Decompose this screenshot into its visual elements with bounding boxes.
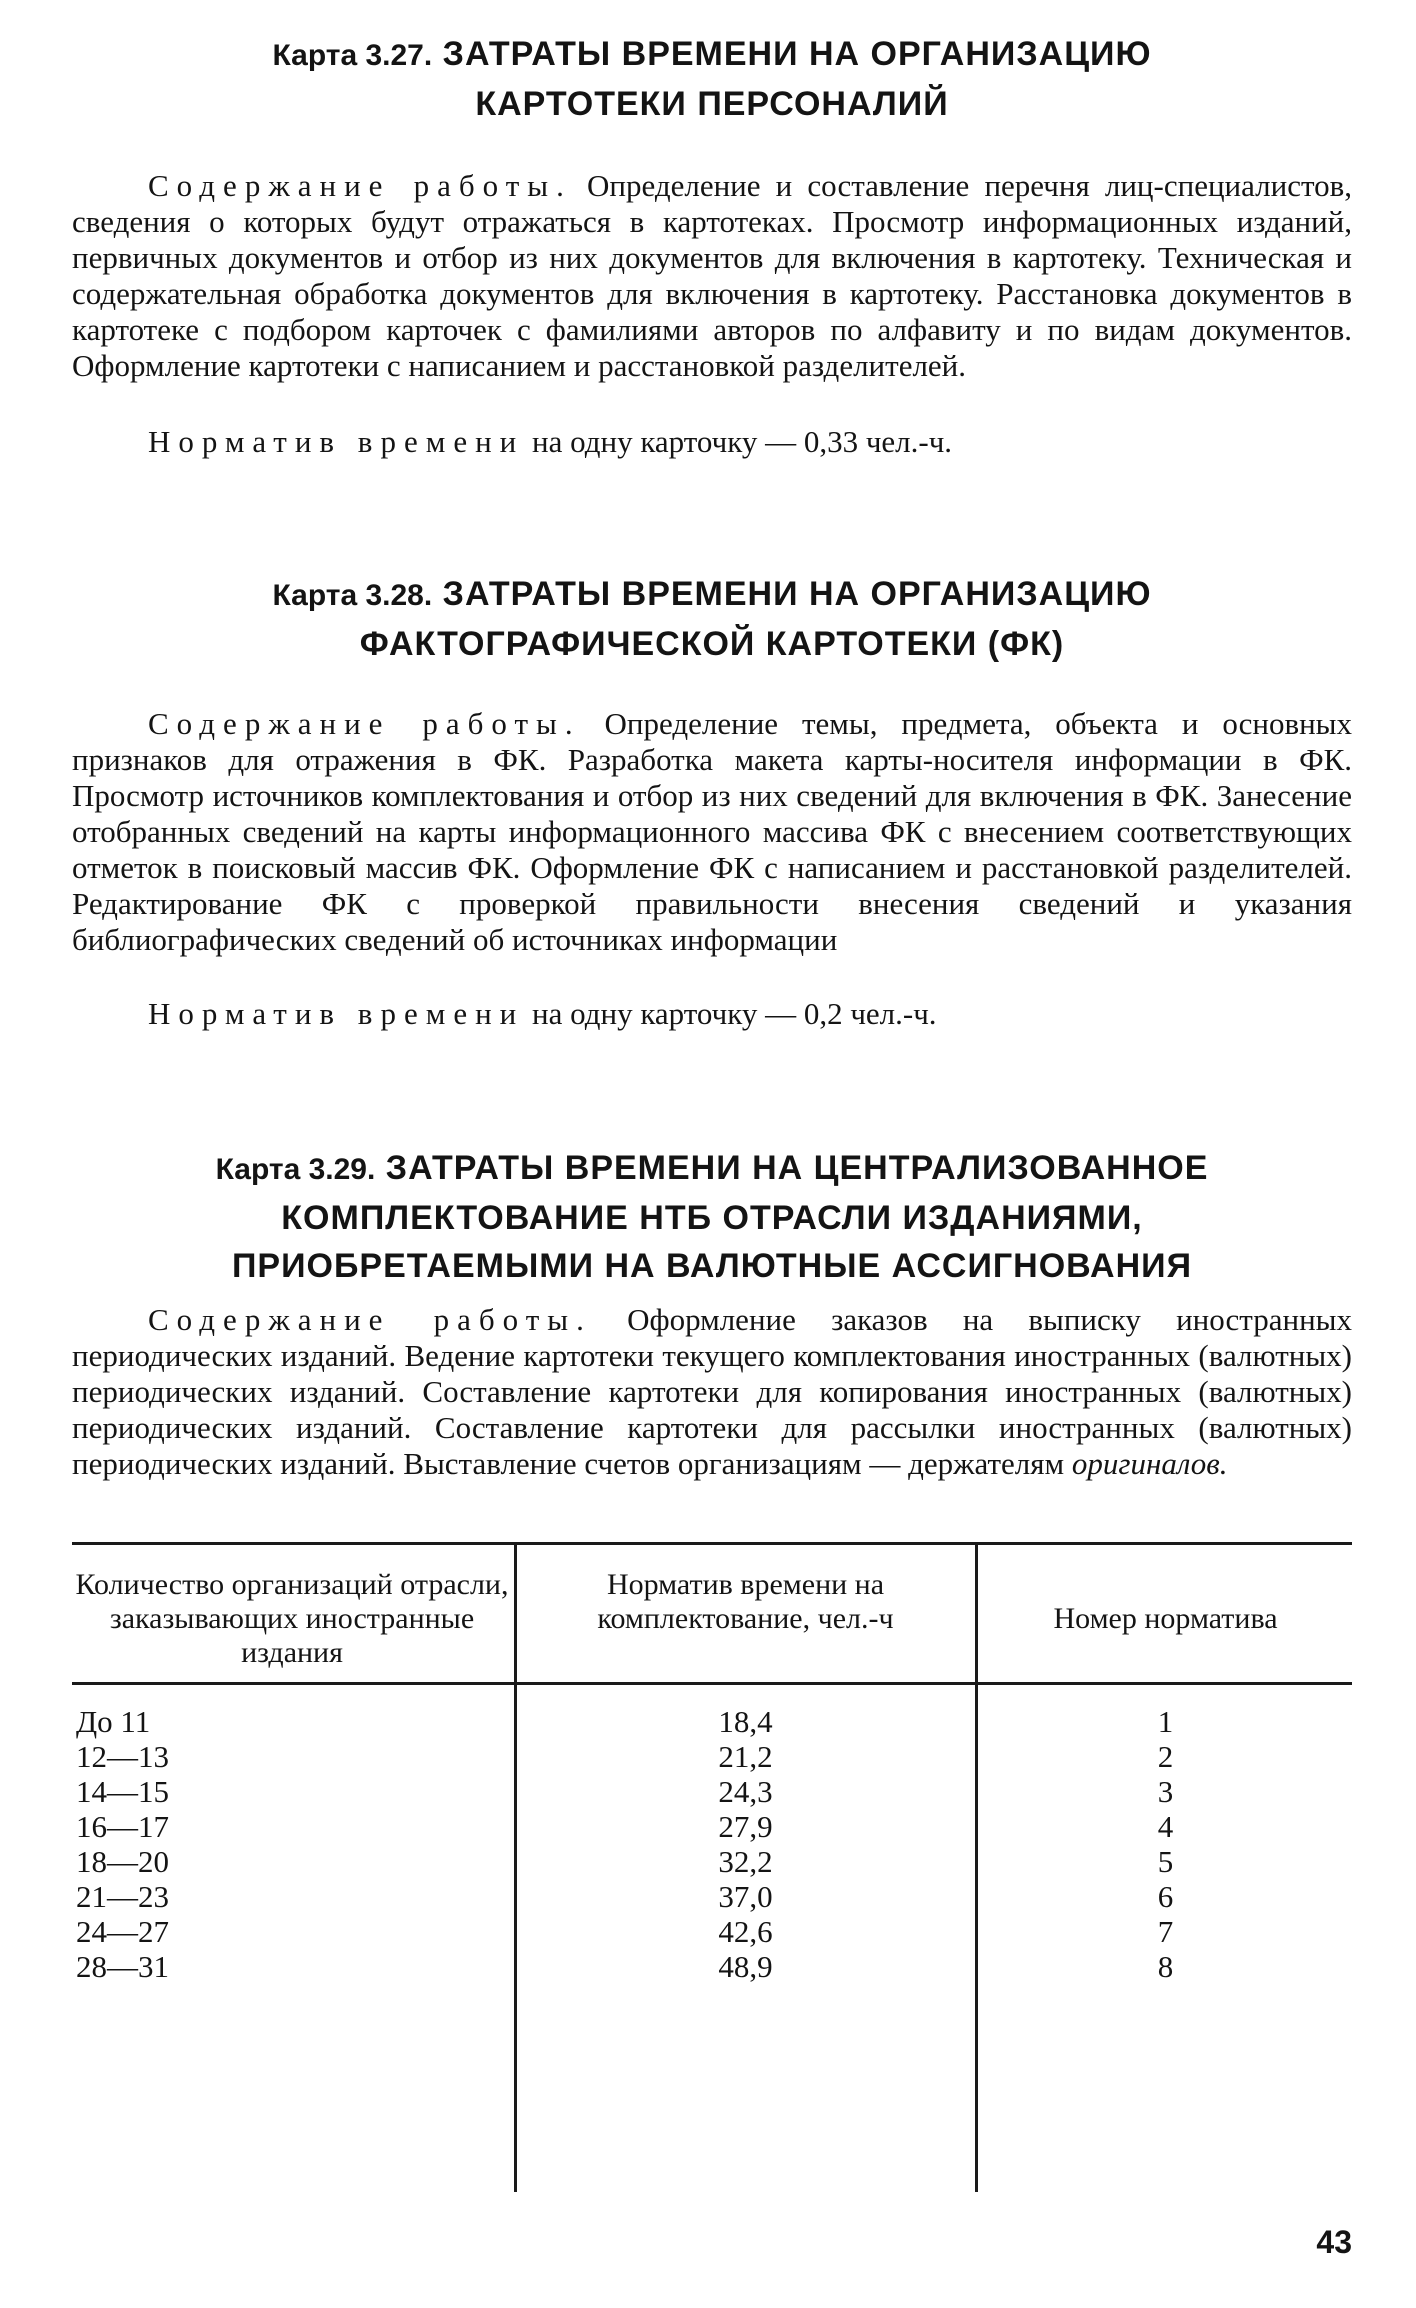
table-header-organizations: Количество организаций отрасли, заказывающих иностранные издания xyxy=(75,1568,509,1669)
card-number: Карта 3.27. xyxy=(272,39,433,72)
table-row xyxy=(72,1844,1352,1879)
cell-norm-number: 5 xyxy=(1157,1844,1174,1879)
cell-time-norm: 37,0 xyxy=(718,1879,773,1914)
card-3-29 xyxy=(72,1144,1352,2192)
cell-organizations: 24—27 xyxy=(76,1914,169,1949)
cell-organizations: 21—23 xyxy=(76,1879,169,1914)
card-title-line-2: КОМПЛЕКТОВАНИЕ НТБ ОТРАСЛИ ИЗДАНИЯМИ, xyxy=(281,1199,1143,1237)
cell-organizations: До 11 xyxy=(76,1704,151,1739)
content-text: Определение темы, предмета, объекта и основных признаков для отражения в ФК. Разработка макета карты-носителя информации в ФК. Просмотр источников комплектования и отбор из них сведений для включения в ФК. Занесение отобранных сведений на карты информационного массива ФК с внесением соответствующих отметок в поисковый массив ФК. Оформление ФК с написанием и расстановкой разделителей. Редактирование ФК с проверкой правильности внесения сведений и указания библиографических сведений об источниках информации xyxy=(72,706,1353,957)
card-title-line-1: ЗАТРАТЫ ВРЕМЕНИ НА ОРГАНИЗАЦИЮ xyxy=(442,575,1152,613)
content-text: Определение и составление перечня лиц-специалистов, сведения о которых будут отражаться в картотеках. Просмотр информационных изданий, первичных документов и отбор из них документов для включения в картотеку. Техническая и содержательная обработка документов для включения в картотеку. Расстановка документов в картотеке с подбором карточек с фамилиями авторов по алфавиту и по видам документов. Оформление картотеки с написанием и расстановкой разделителей. xyxy=(72,168,1353,383)
table-top-rule xyxy=(72,1542,1352,1545)
card-title xyxy=(72,1144,1352,1290)
cell-norm-number: 4 xyxy=(1157,1809,1174,1844)
card-title-line-1: ЗАТРАТЫ ВРЕМЕНИ НА ЦЕНТРАЛИЗОВАННОЕ xyxy=(385,1149,1209,1187)
card-title-line-2: КАРТОТЕКИ ПЕРСОНАЛИЙ xyxy=(475,85,949,123)
norm-label: Норматив времени xyxy=(148,424,525,459)
norm-value: на одну карточку — 0,33 чел.-ч. xyxy=(532,424,953,459)
content-paragraph xyxy=(72,706,1352,958)
card-number: Карта 3.28. xyxy=(272,579,433,612)
cell-time-norm: 32,2 xyxy=(718,1844,773,1879)
document-page xyxy=(72,30,1352,2192)
content-text: Оформление заказов на выписку иностранных периодических изданий. Ведение картотеки текущего комплектования иностранных (валютных) периодических изданий. Составление картотеки для копирования иностранных (валютных) периодических изданий. Составление картотеки для рассылки иностранных (валютных) периодических изданий. Выставление счетов организациям — держателям xyxy=(72,1302,1353,1481)
norm-line xyxy=(72,424,1352,460)
cell-organizations: 14—15 xyxy=(76,1774,169,1809)
table-row xyxy=(72,1704,1352,1739)
cell-organizations: 12—13 xyxy=(76,1739,169,1774)
cell-norm-number: 2 xyxy=(1157,1739,1174,1774)
norm-line xyxy=(72,996,1352,1032)
card-number: Карта 3.29. xyxy=(215,1153,376,1186)
card-3-27 xyxy=(72,30,1352,460)
card-title-line-1: ЗАТРАТЫ ВРЕМЕНИ НА ОРГАНИЗАЦИЮ xyxy=(442,35,1152,73)
card-title-line-2: ФАКТОГРАФИЧЕСКОЙ КАРТОТЕКИ (ФК) xyxy=(359,625,1065,663)
cell-organizations: 16—17 xyxy=(76,1809,169,1844)
cell-time-norm: 42,6 xyxy=(718,1914,773,1949)
page-number: 43 xyxy=(1316,2224,1352,2260)
cell-norm-number: 3 xyxy=(1157,1774,1174,1809)
content-paragraph xyxy=(72,168,1352,384)
card-title xyxy=(72,30,1352,128)
cell-time-norm: 27,9 xyxy=(718,1809,773,1844)
cell-time-norm: 18,4 xyxy=(718,1704,773,1739)
cell-organizations: 28—31 xyxy=(76,1949,169,1984)
table-row xyxy=(72,1739,1352,1774)
cell-norm-number: 7 xyxy=(1157,1914,1174,1949)
norm-table xyxy=(72,1542,1352,2192)
table-row xyxy=(72,1949,1352,1984)
table-header-rule xyxy=(72,1682,1352,1685)
table-row xyxy=(72,1774,1352,1809)
cell-organizations: 18—20 xyxy=(76,1844,169,1879)
card-title-line-3: ПРИОБРЕТАЕМЫМИ НА ВАЛЮТНЫЕ АССИГНОВАНИЯ xyxy=(231,1247,1193,1285)
table-header-norm-number: Номер норматива xyxy=(1053,1602,1278,1635)
cell-time-norm: 24,3 xyxy=(718,1774,773,1809)
content-label: Содержание работы. xyxy=(148,706,581,741)
table-header-time-norm: Норматив времени на комплектование, чел.-ч xyxy=(597,1568,894,1635)
cell-norm-number: 1 xyxy=(1157,1704,1174,1739)
cell-time-norm: 48,9 xyxy=(718,1949,773,1984)
content-paragraph xyxy=(72,1302,1352,1482)
card-3-28 xyxy=(72,570,1352,1032)
table-body xyxy=(72,1704,1352,1984)
cell-norm-number: 6 xyxy=(1157,1879,1174,1914)
table-row xyxy=(72,1809,1352,1844)
cell-norm-number: 8 xyxy=(1157,1949,1174,1984)
content-label: Содержание работы. xyxy=(148,1302,592,1337)
cell-time-norm: 21,2 xyxy=(718,1739,773,1774)
norm-value: на одну карточку — 0,2 чел.-ч. xyxy=(532,996,937,1031)
content-label: Содержание работы. xyxy=(148,168,572,203)
norm-label: Норматив времени xyxy=(148,996,525,1031)
card-title xyxy=(72,570,1352,668)
content-tail: оригиналов. xyxy=(1071,1446,1228,1481)
table-row xyxy=(72,1914,1352,1949)
table-row xyxy=(72,1879,1352,1914)
